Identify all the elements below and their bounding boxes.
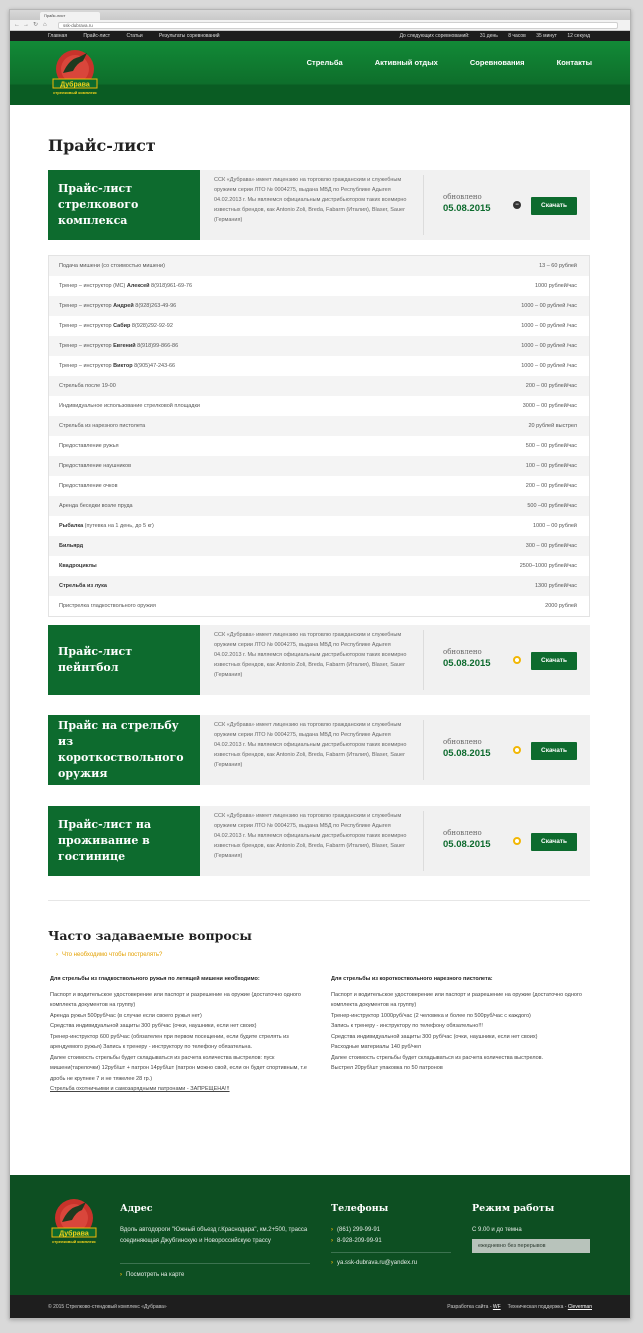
card-date: 05.08.2015: [443, 658, 491, 669]
price-row-price: 2000 рублей: [545, 603, 577, 609]
price-row: [49, 496, 589, 516]
price-row-price: 500 – 00 рублей/час: [525, 443, 577, 449]
phone-2-label: 8-928-209-99-91: [337, 1238, 382, 1244]
faq-line: Тренер-инструктор 600 руб/час (обязателен при первом посещении, если будите стрелять из арендуемого ружья) Запись к тренеру - инструктору по телефону обязательна.: [50, 1033, 289, 1050]
price-row-name: Тренер – инструктор (МС) Алексей 8(918)961-69-76: [59, 283, 193, 289]
card-date: 05.08.2015: [443, 839, 491, 850]
email-label: ya.ssk-dubrava.ru@yandex.ru: [337, 1260, 418, 1266]
footer-phones-title: Телефоны: [331, 1203, 389, 1214]
price-row: [49, 376, 589, 396]
price-row-price: 1300 рублей/час: [534, 583, 577, 589]
faq-line: Паспорт и водительское удостоверение или паспорт и разрешение на оружие (достаточно одного комплекта документов на группу): [50, 991, 301, 1008]
price-row: [49, 276, 589, 296]
faq-line: Запись к тренеру - инструктору по телефону обязательно!!!: [331, 1023, 483, 1029]
price-row: [49, 516, 589, 536]
faq-answer-title: Для стрельбы из короткоствольного нарезного пистолета:: [331, 976, 493, 982]
price-row-name: Тренер – инструктор Евгений 8(918)99-866-86: [59, 343, 179, 349]
footer-logo[interactable]: [48, 1196, 100, 1246]
footer-phone-1[interactable]: [331, 1225, 380, 1236]
price-row: [49, 296, 589, 316]
price-row: [49, 396, 589, 416]
site-footer: [10, 1175, 631, 1295]
logo[interactable]: [49, 47, 101, 97]
support-label: Техническая поддержка -: [507, 1304, 567, 1310]
price-row-name: Предоставление наушников: [59, 463, 131, 469]
price-row-price: 1000 – 00 рублей /час: [521, 323, 577, 329]
top-link-results[interactable]: Результаты соревнований: [159, 33, 220, 39]
copyright-bar: [10, 1295, 631, 1319]
price-row-name: Квадроциклы: [59, 563, 97, 569]
price-row-name: Тренер – инструктор Сабир 8(928)292-92-92: [59, 323, 173, 329]
price-row-price: 1000 – 00 рублей /час: [521, 363, 577, 369]
price-row-name: Бильярд: [59, 543, 84, 549]
price-row-price: 3000 – 00 рублей/час: [522, 403, 577, 409]
price-row: [49, 576, 589, 596]
price-row-name: Аренда беседки возле пруда: [59, 503, 133, 509]
faq-line: Расходные материалы 140 руб/чел: [331, 1044, 421, 1050]
reload-icon[interactable]: ↻: [33, 22, 39, 28]
price-row: [49, 336, 589, 356]
map-link-label: Посмотреть на карте: [126, 1272, 185, 1278]
faq-answer-title: Для стрельбы из гладкоствольного ружья по летящей мишени необходимо:: [50, 976, 260, 982]
price-row: [49, 416, 589, 436]
chevron-right-icon: ›: [56, 952, 58, 958]
countdown: [391, 31, 590, 41]
dev-label: Разработка сайта -: [447, 1304, 492, 1310]
price-row: [49, 316, 589, 336]
price-row-price: 1000 – 00 рублей: [532, 523, 577, 529]
top-link-articles[interactable]: Статьи: [126, 33, 143, 39]
card-divider: [423, 630, 424, 690]
download-button[interactable]: Скачать: [531, 742, 577, 760]
price-row-name: Предоставление ружья: [59, 443, 119, 449]
faq-question[interactable]: [56, 952, 162, 958]
price-row-price: 100 – 00 рублей/час: [525, 463, 577, 469]
phone-1-label: (861) 299-99-91: [337, 1227, 381, 1233]
price-row-name: Тренер – инструктор Андрей 8(928)263-49-96: [59, 303, 177, 309]
page-title: Прайс-лист: [48, 136, 156, 155]
price-row-name: Стрельба после 19-00: [59, 383, 116, 389]
chevron-right-icon: ›: [120, 1272, 122, 1278]
nav-contacts[interactable]: Контакты: [556, 58, 592, 67]
price-row: [49, 356, 589, 376]
credits: [447, 1295, 592, 1319]
card-title: Прайс-лист пейнтбол: [48, 625, 200, 695]
faq-warning: Стрельба охотничьими и самозарядными патронами - ЗАПРЕЩЕНА!!!: [50, 1086, 230, 1092]
price-row-price: 1000 – 00 рублей /час: [521, 343, 577, 349]
countdown-days: 31 день: [479, 33, 498, 39]
price-row: [49, 556, 589, 576]
footer-divider: [331, 1252, 451, 1253]
footer-address-title: Адрес: [120, 1203, 153, 1214]
card-updated-label: обновлено: [443, 829, 482, 837]
browser-window: [9, 9, 631, 1319]
faq-answer-smoothbore: [50, 974, 310, 1095]
site-topbar: [10, 31, 630, 41]
price-row-name: Стрельба из лука: [59, 583, 107, 589]
chevron-right-icon: ›: [331, 1238, 333, 1244]
card-description: ССК «Дубрава» имеет лицензию на торговлю гражданским и служебным оружием серии ЛТО № 0004275, выдана МВД по Республике Адыгея 04.02.2013 г. Мы являемся официальным дистрибьютором таких всемирно известных брендов, как Antonio Zoli, Breda, Fabarm (Италия), Blaser, Sauer (Германия): [214, 177, 407, 223]
card-updated-label: обновлено: [443, 738, 482, 746]
footer-email[interactable]: [331, 1258, 417, 1269]
price-row-name: Предоставление очков: [59, 483, 118, 489]
faq-line: Далее стоимость стрельбы будет складываться из расчета количества выстрелов.: [331, 1054, 544, 1061]
card-description: ССК «Дубрава» имеет лицензию на торговлю гражданским и служебным оружием серии ЛТО № 0004275, выдана МВД по Республике Адыгея 04.02.2013 г. Мы являемся официальным дистрибьютором таких всемирно известных брендов, как Antonio Zoli, Breda, Fabarm (Италия), Blaser, Sauer (Германия): [214, 813, 407, 859]
support-link[interactable]: Cleverman: [567, 1304, 592, 1310]
footer-address: Вдоль автодороги "Южный объезд г.Краснодара", км.2+500, трасса соединяющая Джубгинскую и Новороссийскую трассу: [120, 1227, 308, 1244]
card-date: 05.08.2015: [443, 748, 491, 759]
footer-hours-title: Режим работы: [472, 1203, 555, 1214]
price-row-name: Тренер – инструктор Виктор 8(905)47-243-66: [59, 363, 176, 369]
nav-active-rest[interactable]: Активный отдых: [374, 58, 438, 67]
footer-phone-2[interactable]: [331, 1236, 382, 1247]
card-description: ССК «Дубрава» имеет лицензию на торговлю гражданским и служебным оружием серии ЛТО № 0004275, выдана МВД по Республике Адыгея 04.02.2013 г. Мы являемся официальным дистрибьютором таких всемирно известных брендов, как Antonio Zoli, Breda, Fabarm (Италия), Blaser, Sauer (Германия): [214, 722, 407, 768]
site-header: [10, 41, 630, 105]
price-row-price: 1000 рублей/час: [534, 283, 577, 289]
back-icon[interactable]: ←: [14, 22, 20, 28]
price-row-price: 200 – 00 рублей/час: [525, 483, 577, 489]
faq-line: Аренда ружья 500руб/час (в случае если своего ружья нет): [50, 1012, 202, 1019]
copyright: © 2015 Стрелково-стендовый комплекс «Дубрава»: [48, 1304, 167, 1310]
chevron-right-icon: ›: [331, 1227, 333, 1233]
price-row-name: Пристрелка гладкоствольного оружия: [59, 603, 156, 609]
price-row-price: 200 – 00 рублей/час: [525, 383, 577, 389]
price-row-price: 300 – 00 рублей/час: [525, 543, 577, 549]
top-links: [48, 31, 235, 41]
svg-text:Дубрава: Дубрава: [60, 81, 90, 89]
card-description: ССК «Дубрава» имеет лицензию на торговлю гражданским и служебным оружием серии ЛТО № 0004275, выдана МВД по Республике Адыгея 04.02.2013 г. Мы являемся официальным дистрибьютором таких всемирно известных брендов, как Antonio Zoli, Breda, Fabarm (Италия), Blaser, Sauer (Германия): [214, 632, 407, 678]
expand-icon[interactable]: [513, 837, 521, 845]
faq-answer-pistol: [331, 974, 591, 1074]
chevron-right-icon: ›: [331, 1260, 333, 1266]
faq-line: Паспорт и водительское удостоверение или паспорт и разрешение на оружие (достаточно одного комплекта документов на группу): [331, 991, 582, 1008]
price-row: [49, 436, 589, 456]
price-row-price: 2500–1000 рублей/час: [519, 563, 577, 569]
faq-line: Выстрел 20руб/шт упаковка по 50 патронов: [331, 1065, 443, 1071]
footer-divider: [120, 1263, 310, 1264]
svg-text:Дубрава: Дубрава: [59, 1230, 89, 1238]
faq-title: Часто задаваемые вопросы: [48, 928, 252, 943]
price-row: [49, 536, 589, 556]
collapse-icon[interactable]: −: [513, 201, 521, 209]
countdown-seconds: 12 секунд: [567, 33, 590, 39]
footer-hours: С 9.00 и до темна: [472, 1227, 522, 1233]
price-card-shooting: [48, 170, 590, 240]
countdown-label: До следующих соревнований:: [399, 33, 470, 39]
section-divider: [48, 900, 590, 901]
top-link-price[interactable]: Прайс-лист: [83, 33, 111, 39]
faq-line: Средства индивидуальной защиты 300 руб/час (очки, наушники, если нет своих): [331, 1033, 538, 1040]
countdown-minutes: 35 минут: [536, 33, 557, 39]
forward-icon[interactable]: →: [23, 22, 29, 28]
price-row-price: 500 –00 рублей/час: [527, 503, 577, 509]
price-row: [49, 476, 589, 496]
card-title: Прайс-лист на проживание в гостинице: [48, 806, 200, 876]
price-row-name: Рыбалка (путевка на 1 день, до 5 кг): [59, 523, 154, 529]
top-link-home[interactable]: Главная: [48, 33, 68, 39]
price-row-name: Индивидуальное использование стрелковой площадки: [59, 403, 200, 409]
main-nav: [277, 58, 592, 67]
browser-tab[interactable]: Прайс-лист: [40, 12, 100, 20]
faq-line: Тренер-инструктор 1000руб/час (2 человека и более по 500руб/час с каждого): [331, 1012, 531, 1019]
card-title: Прайс-лист стрелкового комплекса: [48, 170, 200, 240]
price-row-price: 13 – 60 рублей: [539, 263, 577, 269]
countdown-hours: 8 часов: [508, 33, 526, 39]
download-button[interactable]: Скачать: [531, 652, 577, 670]
home-icon[interactable]: ⌂: [43, 22, 47, 28]
faq-question-text: Что необходимо чтобы пострелять?: [62, 952, 163, 958]
expand-icon[interactable]: [513, 746, 521, 754]
card-divider: [423, 720, 424, 780]
nav-competitions[interactable]: Соревнования: [469, 58, 525, 67]
map-link[interactable]: [120, 1270, 184, 1281]
price-row-price: 20 рублей выстрел: [528, 423, 577, 429]
card-updated-label: обновлено: [443, 193, 482, 201]
price-card-paintball: [48, 625, 590, 695]
faq-line: Средства индивидуальной защиты 300 руб/час (очки, наушники, если нет своих): [50, 1023, 257, 1029]
address-bar[interactable]: ssk-dubrava.ru: [58, 22, 618, 29]
card-date: 05.08.2015: [443, 203, 491, 214]
nav-shooting[interactable]: Стрельба: [306, 58, 343, 67]
price-row: [49, 256, 589, 276]
card-divider: [423, 175, 424, 235]
browser-tabbar: [10, 10, 630, 20]
price-row: [49, 596, 589, 616]
browser-toolbar: [10, 20, 630, 31]
download-button[interactable]: Скачать: [531, 833, 577, 851]
price-row-name: Стрельба из нарезного пистолета: [59, 423, 146, 429]
price-row: [49, 456, 589, 476]
dev-link[interactable]: WF: [492, 1304, 501, 1310]
card-divider: [423, 811, 424, 871]
card-title: Прайс на стрельбу из короткоствольного оружия: [48, 715, 200, 785]
expand-icon[interactable]: [513, 656, 521, 664]
price-card-pistol: [48, 715, 590, 785]
faq-line: Далее стоимость стрельбы будет складываться из расчета количества выстрелов: пуск мишени(тарелочки) 12руб/шт + патрон 14руб/шт (патрон можно свой, если он будет спортивным, т.е дробь не крупнее 7 и не тяжелее 28 гр.): [50, 1054, 307, 1082]
download-button[interactable]: Скачать: [531, 197, 577, 215]
price-row-name: Подача мишени (со стоимостью мишени): [59, 263, 165, 269]
price-card-hotel: [48, 806, 590, 876]
svg-text:стрелковый комплекс: стрелковый комплекс: [52, 1239, 96, 1244]
price-row-price: 1000 – 00 рублей /час: [521, 303, 577, 309]
footer-hours-badge: ежедневно без перерывов: [472, 1239, 590, 1253]
svg-text:стрелковый комплекс: стрелковый комплекс: [53, 90, 97, 95]
price-table: [48, 255, 590, 617]
card-updated-label: обновлено: [443, 648, 482, 656]
